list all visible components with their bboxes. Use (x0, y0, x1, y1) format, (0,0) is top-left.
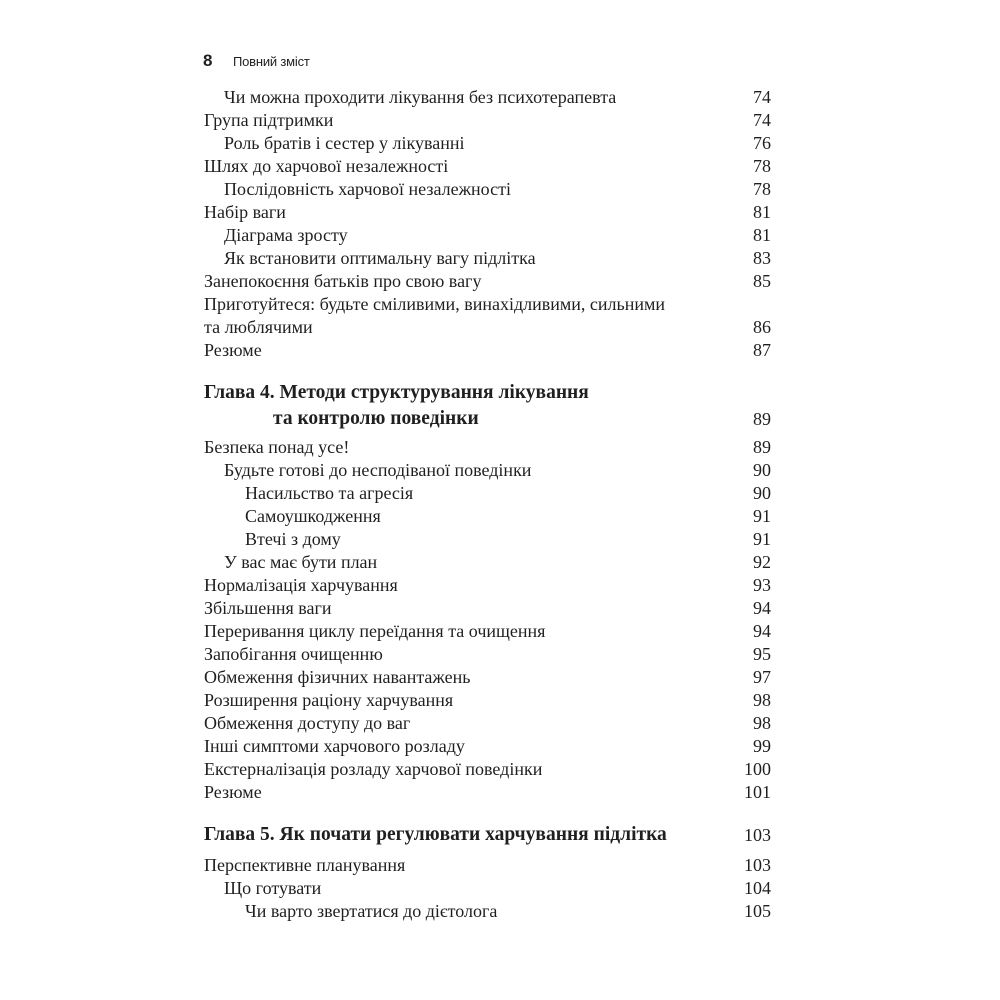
toc-entry-title: та люблячими (204, 317, 313, 337)
toc-entry (0, 551, 1000, 574)
toc-entry (0, 293, 1000, 316)
toc-entry-title: Втечі з дому (245, 529, 341, 549)
chapter-title: та контролю поведінки (273, 408, 479, 429)
toc-entry-page: 93 (753, 575, 771, 595)
toc-entry-title: Нормалізація харчування (204, 575, 398, 595)
chapter-heading (0, 380, 1000, 406)
toc-entry-title: Роль братів і сестер у лікуванні (224, 133, 465, 153)
toc-entry (0, 689, 1000, 712)
chapter-title: Глава 5. Як почати регулювати харчування підлітка (204, 824, 667, 845)
toc-entry-page: 105 (744, 901, 771, 921)
toc-entry (0, 597, 1000, 620)
toc-entry (0, 781, 1000, 804)
toc-entry (0, 86, 1000, 109)
toc-entry-title: Обмеження доступу до ваг (204, 713, 411, 733)
toc-entry-page: 90 (753, 483, 771, 503)
toc-entry-page: 100 (744, 759, 771, 779)
toc-entry-page: 90 (753, 460, 771, 480)
toc-entry-title: Переривання циклу переїдання та очищення (204, 621, 546, 641)
toc-entry (0, 528, 1000, 551)
toc-entry-title: У вас має бути план (224, 552, 378, 572)
toc-entry-page: 85 (753, 271, 771, 291)
toc-entry-page: 81 (753, 202, 771, 222)
toc-entry-title: Чи можна проходити лікування без психотерапевта (224, 87, 617, 107)
toc-entry (0, 155, 1000, 178)
toc-entry (0, 109, 1000, 132)
toc-entry (0, 270, 1000, 293)
page-number: 8 (203, 51, 213, 70)
toc-entry-page: 74 (753, 110, 771, 130)
toc-entry (0, 482, 1000, 505)
toc-entry-page: 97 (753, 667, 771, 687)
toc-entry-page: 89 (753, 437, 771, 457)
toc-entry (0, 900, 1000, 923)
toc-entry-page: 83 (753, 248, 771, 268)
toc-entry (0, 712, 1000, 735)
toc-entry-title: Приготуйтеся: будьте сміливими, винахідливими, сильними (204, 294, 665, 314)
chapter-title: Глава 4. Методи структурування лікування (204, 382, 589, 403)
toc-entry (0, 178, 1000, 201)
toc-entry (0, 620, 1000, 643)
toc-entry-page: 74 (753, 87, 771, 107)
toc-entry-title: Насильство та агресія (245, 483, 414, 503)
toc-entry (0, 505, 1000, 528)
toc-entry-title: Збільшення ваги (204, 598, 332, 618)
toc-entry-title: Безпека понад усе! (204, 437, 350, 457)
toc-entry (0, 201, 1000, 224)
toc-entry-page: 91 (753, 529, 771, 549)
toc-entry (0, 316, 1000, 339)
toc-entry-title: Що готувати (224, 878, 322, 898)
toc-entry (0, 247, 1000, 270)
toc-entry-title: Резюме (204, 340, 262, 360)
toc-entry-title: Як встановити оптимальну вагу підлітка (224, 248, 536, 268)
chapter-heading (0, 406, 1000, 432)
toc-entry-title: Група підтримки (204, 110, 334, 130)
toc-entry-page: 81 (753, 225, 771, 245)
toc-entry-title: Обмеження фізичних навантажень (204, 667, 471, 687)
toc-entry (0, 224, 1000, 247)
toc-entry-title: Розширення раціону харчування (204, 690, 454, 710)
toc-entry-page: 98 (753, 690, 771, 710)
toc-entry-title: Резюме (204, 782, 262, 802)
toc-entry (0, 735, 1000, 758)
toc-entry-page: 98 (753, 713, 771, 733)
toc-entry-title: Запобігання очищенню (204, 644, 383, 664)
toc-entry-title: Чи варто звертатися до дієтолога (245, 901, 498, 921)
toc-entry-page: 76 (753, 133, 771, 153)
toc-entry (0, 854, 1000, 877)
chapter-heading (0, 822, 1000, 848)
toc-entry (0, 436, 1000, 459)
toc-entry (0, 666, 1000, 689)
toc-entry-page: 91 (753, 506, 771, 526)
toc-entry (0, 877, 1000, 900)
toc-entry-page: 104 (744, 878, 771, 898)
toc-entry (0, 459, 1000, 482)
toc-entry (0, 643, 1000, 666)
chapter-page: 89 (753, 409, 771, 429)
toc-entry-page: 78 (753, 179, 771, 199)
toc-entry-title: Занепокоєння батьків про свою вагу (204, 271, 482, 291)
running-title: Повний зміст (233, 54, 310, 69)
toc-entry-title: Шлях до харчової незалежності (204, 156, 449, 176)
toc-entry-page: 95 (753, 644, 771, 664)
toc-entry (0, 132, 1000, 155)
toc-entry-page: 86 (753, 317, 771, 337)
toc-entry-page: 94 (753, 621, 771, 641)
toc-entry-page: 92 (753, 552, 771, 572)
toc-entry-page: 101 (744, 782, 771, 802)
toc-entry-title: Будьте готові до несподіваної поведінки (224, 460, 532, 480)
toc-entry-page: 87 (753, 340, 771, 360)
toc-entry-title: Перспективне планування (204, 855, 406, 875)
chapter-page: 103 (744, 825, 771, 845)
toc-entry-title: Екстерналізація розладу харчової поведінки (204, 759, 543, 779)
toc-entry-page: 78 (753, 156, 771, 176)
toc-entry (0, 758, 1000, 781)
toc-entry (0, 339, 1000, 362)
toc-entry-page: 99 (753, 736, 771, 756)
toc-entry-title: Діаграма зросту (224, 225, 348, 245)
toc-entry-title: Набір ваги (204, 202, 286, 222)
toc-entry-page: 94 (753, 598, 771, 618)
toc-entry-title: Інші симптоми харчового розладу (204, 736, 465, 756)
toc-entry (0, 574, 1000, 597)
toc-entry-title: Самоушкодження (245, 506, 381, 526)
toc-entry-page: 103 (744, 855, 771, 875)
toc-entry-title: Послідовність харчової незалежності (224, 179, 511, 199)
